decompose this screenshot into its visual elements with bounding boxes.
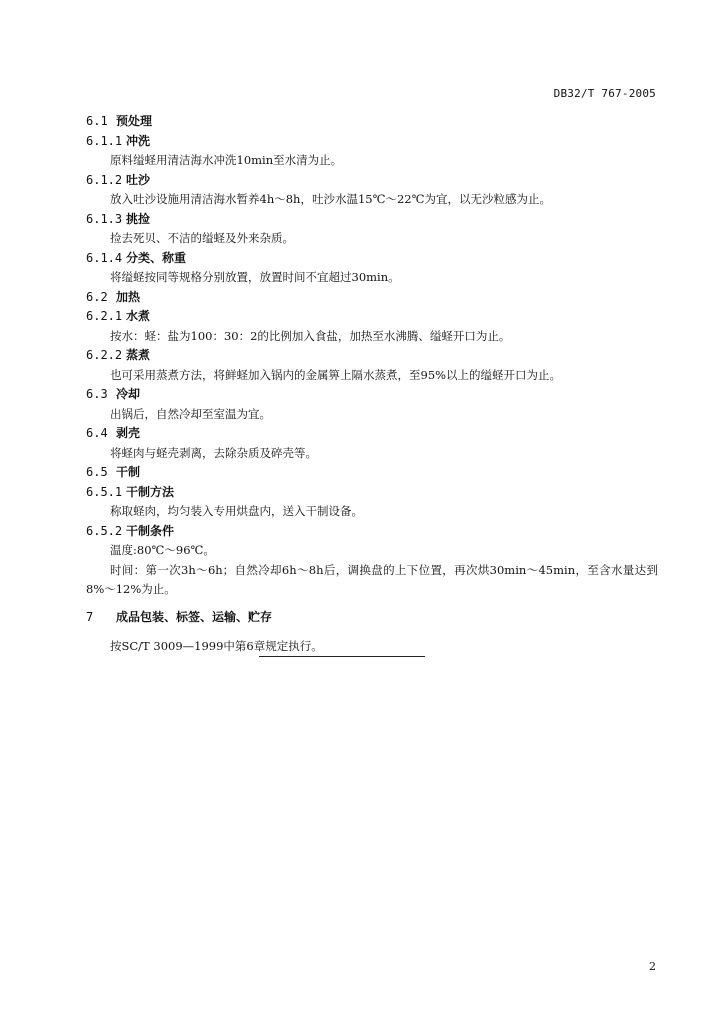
- section-6-1-3-text: 捡去死贝、不洁的缢蛏及外来杂质。: [110, 231, 294, 245]
- section-number: 6.1.4: [86, 250, 123, 265]
- section-6-4-heading: [86, 424, 658, 444]
- page-number: 2: [649, 960, 656, 973]
- section-6-1-1-heading: [86, 132, 658, 152]
- section-7-heading: [86, 608, 658, 628]
- section-title: 冷却: [116, 387, 141, 401]
- section-title: 冲洗: [126, 133, 151, 148]
- end-rule: [259, 656, 425, 657]
- section-number: 6.5: [86, 465, 108, 479]
- section-title: 成品包装、标签、运输、贮存: [116, 609, 273, 624]
- section-6-1-4-heading: [86, 249, 658, 269]
- section-6-1-3-heading: [86, 210, 658, 230]
- section-number: 6.5.1: [86, 484, 123, 499]
- section-6-5-2-heading: [86, 522, 658, 542]
- section-number: 6.2.1: [86, 309, 123, 323]
- section-number: 6.2.2: [86, 348, 123, 362]
- section-title: 剥壳: [116, 426, 141, 440]
- section-6-4-text: 将蛏肉与蛏壳剥离，去除杂质及碎壳等。: [110, 445, 317, 460]
- section-title: 挑捡: [126, 211, 151, 226]
- section-6-2-2-text: 也可采用蒸煮方法，将鲜蛏加入锅内的金属箅上隔水蒸煮，至95%以上的缢蛏开口为止。: [110, 367, 562, 382]
- section-number: 6.1.1: [86, 133, 123, 148]
- section-number: 6.1.3: [86, 211, 123, 226]
- section-6-1-4-text: 将缢蛏按同等规格分别放置，放置时间不宜超过30min。: [110, 270, 400, 284]
- section-number: 7: [86, 609, 94, 624]
- section-title: 分类、称重: [126, 250, 187, 265]
- section-6-2-heading: [86, 288, 658, 308]
- section-number: 6.2: [86, 289, 108, 304]
- section-6-5-1-text: 称取蛏肉，均匀装入专用烘盘内，送入干制设备。: [110, 504, 363, 518]
- spacer: [86, 627, 658, 637]
- section-6-5-2-time: 时间：第一次3h～6h；自然冷却6h～8h后，调换盘的上下位置，再次烘30min～45min，至含水量达到8%～12%为止。: [86, 562, 658, 596]
- section-6-2-2-heading: [86, 346, 658, 366]
- section-number: 6.1: [86, 114, 108, 128]
- section-number: 6.1.2: [86, 172, 123, 187]
- section-number: 6.4: [86, 426, 108, 440]
- section-6-3-text: 出锅后，自然冷却至室温为宜。: [110, 406, 271, 421]
- section-7-text: 按SC/T 3009—1999中第6章规定执行。: [110, 639, 323, 653]
- section-6-1-2-heading: [86, 171, 658, 191]
- section-title: 加热: [116, 289, 141, 304]
- section-title: 干制条件: [126, 523, 175, 538]
- section-6-1-2-text: 放入吐沙设施用清洁海水暂养4h～8h，吐沙水温15℃～22℃为宜，以无沙粒感为止。: [110, 192, 551, 206]
- section-6-5-heading: [86, 463, 658, 483]
- section-6-2-1-text: 按水：蛏：盐为100：30：2的比例加入食盐，加热至水沸腾、缢蛏开口为止。: [110, 328, 511, 343]
- section-title: 吐沙: [126, 172, 151, 187]
- document-body: [86, 112, 658, 657]
- section-title: 干制: [116, 465, 141, 479]
- section-title: 干制方法: [126, 484, 175, 499]
- section-title: 水煮: [126, 309, 151, 323]
- section-6-1-1-text: 原料缢蛏用清洁海水冲洗10min至水清为止。: [110, 153, 343, 167]
- section-title: 蒸煮: [126, 348, 151, 362]
- section-6-5-2-temperature: 温度:80℃～96℃。: [110, 543, 215, 557]
- section-6-3-heading: [86, 385, 658, 405]
- section-6-5-1-heading: [86, 483, 658, 503]
- section-number: 6.5.2: [86, 523, 123, 538]
- spacer: [86, 600, 658, 608]
- document-code: DB32/T 767-2005: [553, 87, 656, 100]
- section-number: 6.3: [86, 387, 108, 401]
- section-6-2-1-heading: [86, 307, 658, 327]
- section-6-1-heading: [86, 112, 658, 132]
- section-title: 预处理: [116, 114, 153, 128]
